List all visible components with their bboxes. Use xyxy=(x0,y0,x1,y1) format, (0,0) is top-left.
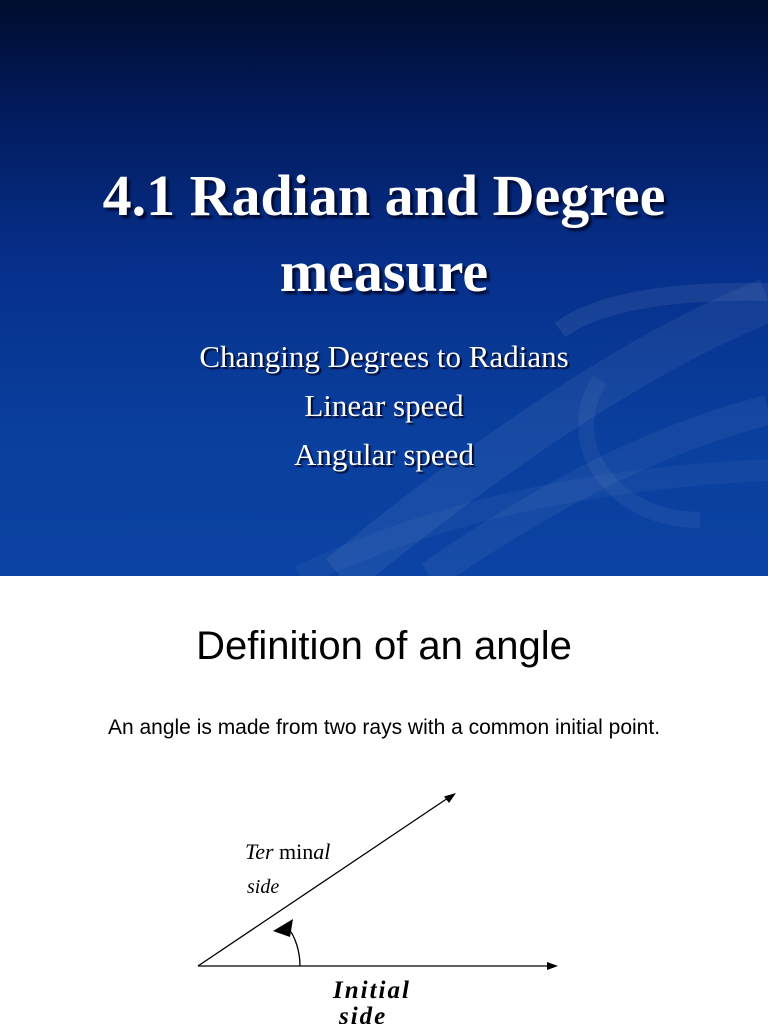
definition-slide xyxy=(0,576,768,1024)
terminal-label-part: al xyxy=(313,839,331,864)
terminal-label-part: min xyxy=(279,839,314,864)
slide-title-line2: measure xyxy=(279,239,489,304)
angle-diagram xyxy=(0,576,768,1024)
initial-ray-arrowhead xyxy=(547,962,558,970)
angle-arc-arrowhead xyxy=(273,919,293,937)
subtitle-list xyxy=(0,332,768,479)
subtitle-item: Angular speed xyxy=(294,437,474,472)
subtitle-item: Linear speed xyxy=(304,388,464,423)
initial-label-line2: side xyxy=(339,1003,388,1024)
terminal-side-label-line2: side xyxy=(247,876,280,898)
slide-title xyxy=(0,158,768,310)
terminal-side-label xyxy=(245,839,330,865)
terminal-ray-arrowhead xyxy=(444,793,456,803)
terminal-ray xyxy=(198,798,448,966)
subtitle-item: Changing Degrees to Radians xyxy=(199,339,569,374)
slide-heading: Definition of an angle xyxy=(196,624,572,668)
definition-text: An angle is made from two rays with a common initial point. xyxy=(107,716,661,739)
initial-label-line1: Initial xyxy=(333,977,411,1004)
slide-title-line1: 4.1 Radian and Degree xyxy=(102,163,666,228)
initial-side-label xyxy=(333,977,411,1024)
terminal-label-part: Ter xyxy=(245,839,274,864)
